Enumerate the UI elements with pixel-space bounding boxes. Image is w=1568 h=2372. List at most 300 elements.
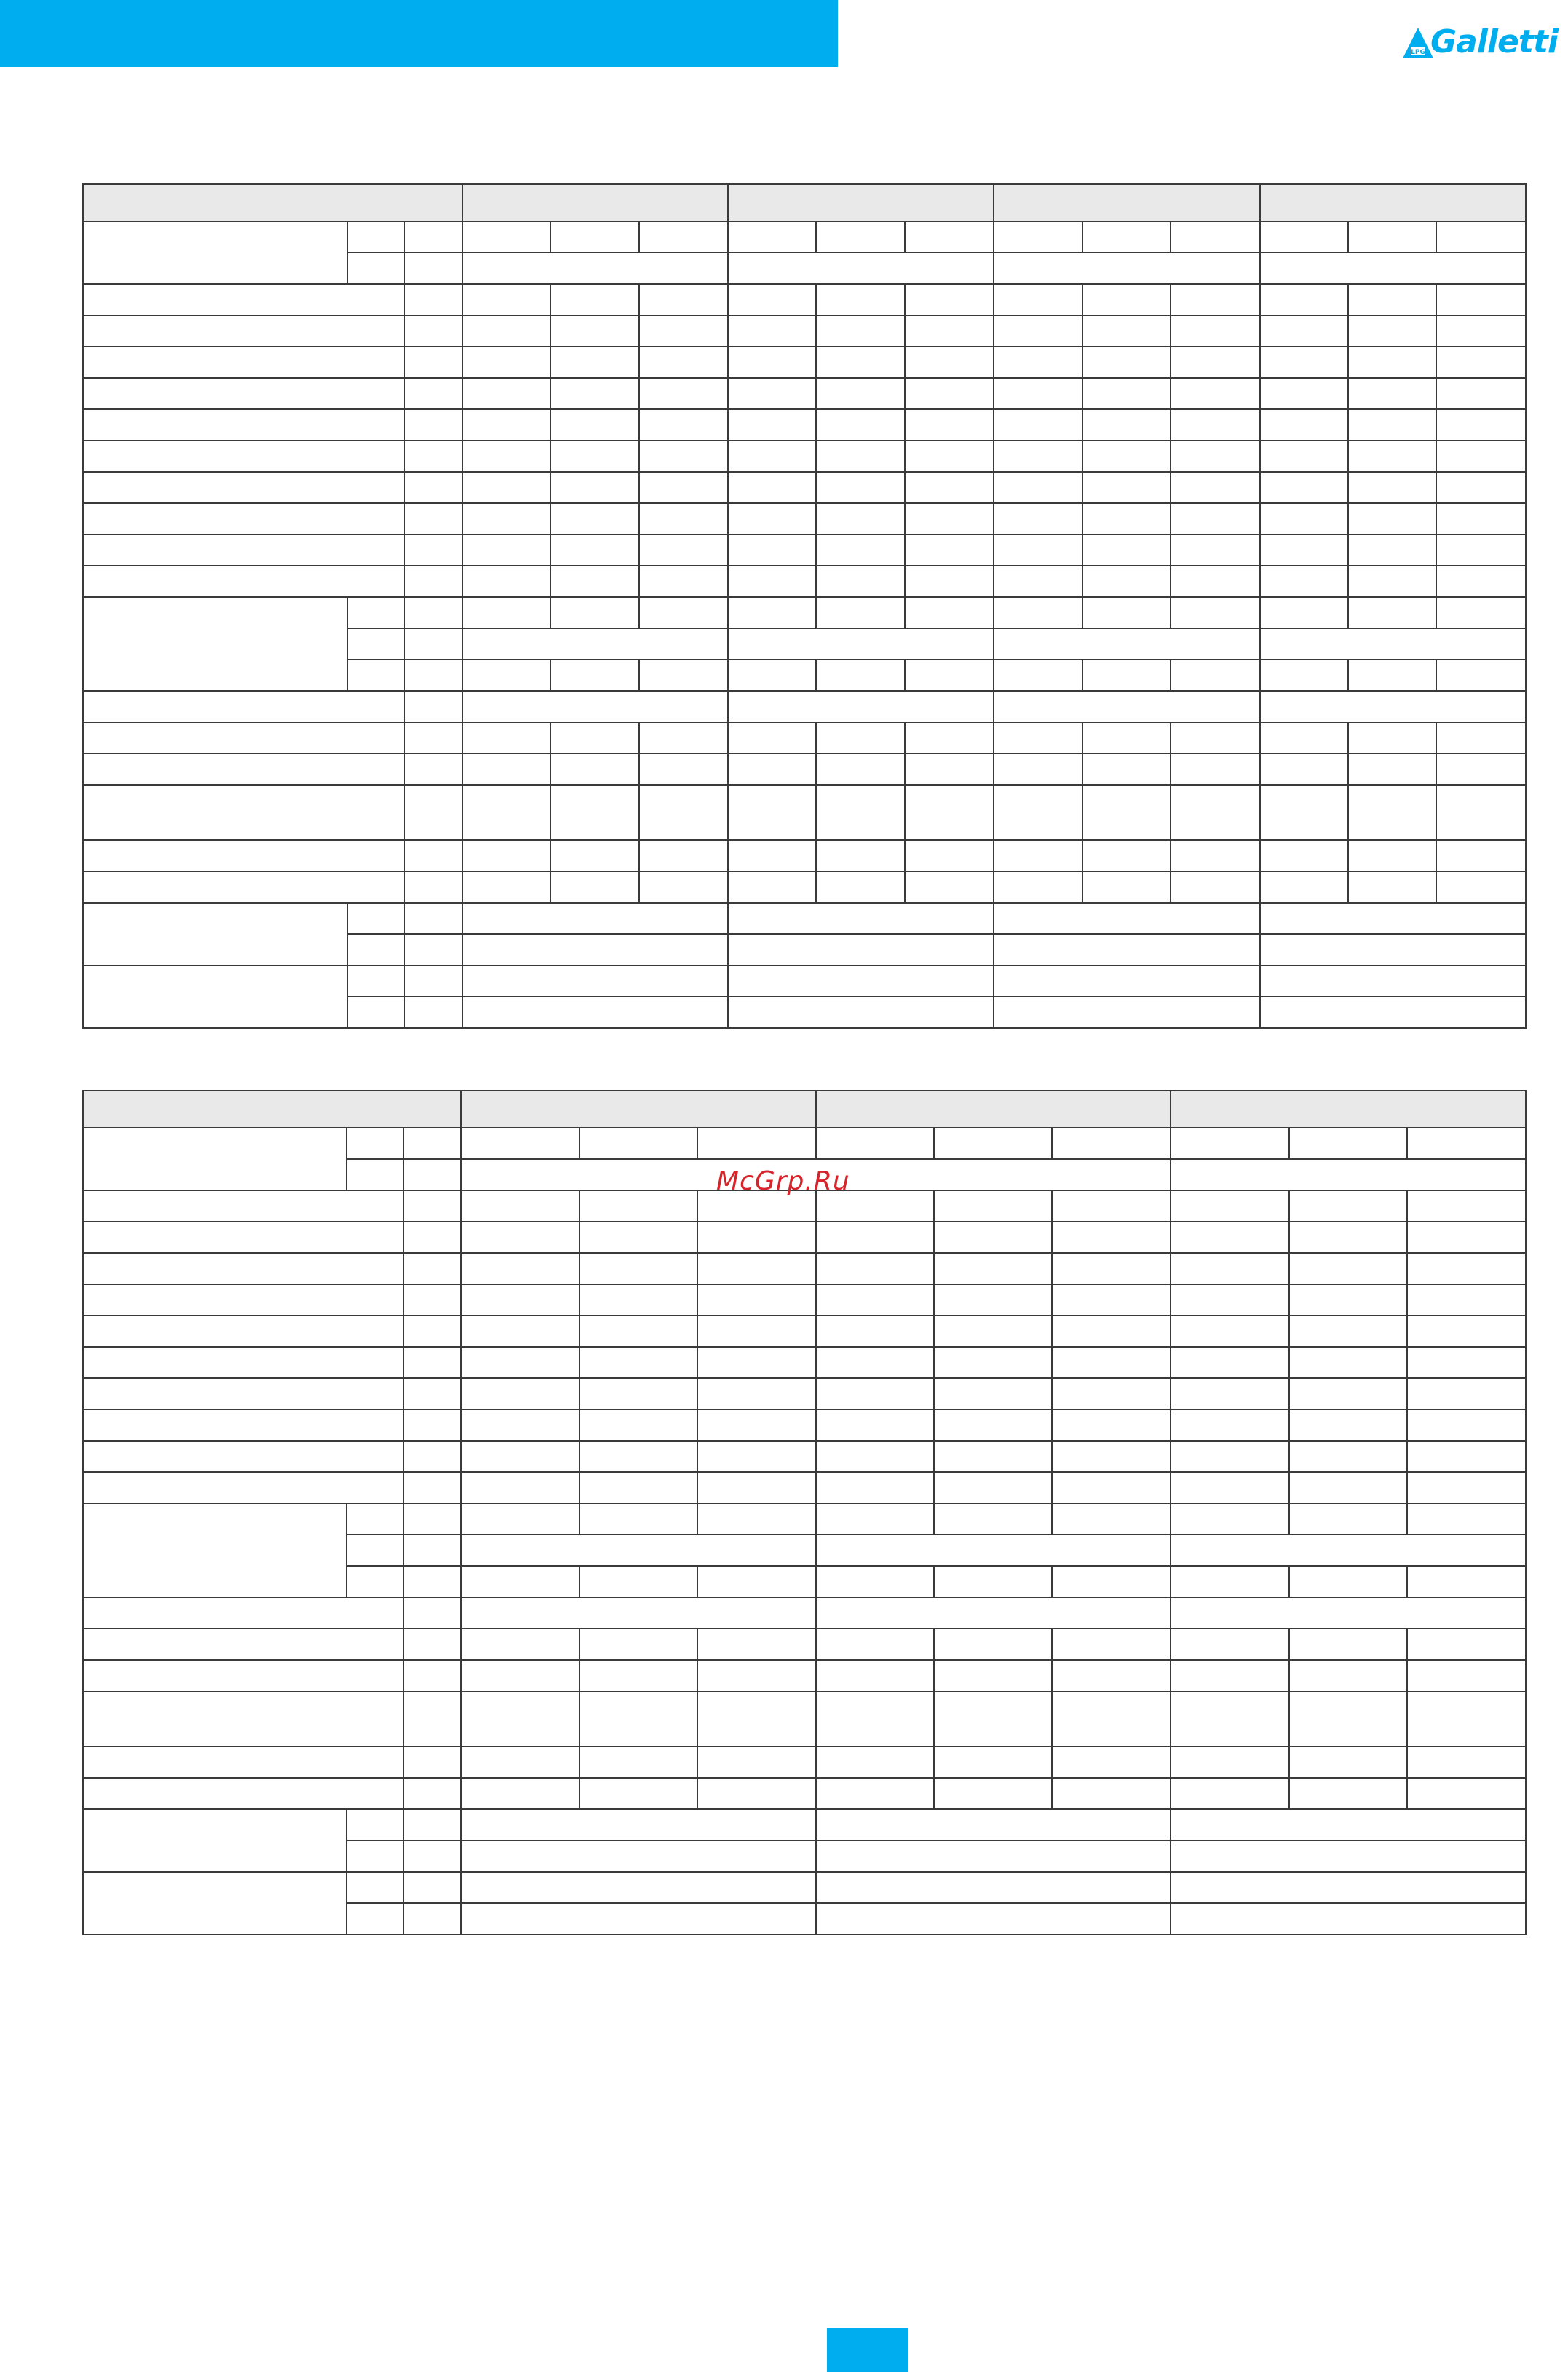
table-cell: [994, 597, 1082, 628]
table-cell: [816, 284, 904, 315]
table-cell: [403, 1809, 461, 1841]
table-cell: [639, 785, 728, 840]
table-cell: [934, 1691, 1052, 1747]
table-cell: [905, 722, 994, 754]
table-cell: [1171, 1347, 1288, 1378]
table-row: [83, 1441, 1526, 1472]
table-cell: [934, 1378, 1052, 1410]
table-cell: [697, 1566, 816, 1597]
spec-table-2: [82, 1090, 1527, 1935]
table-cell: [1289, 1347, 1407, 1378]
table-cell: [934, 1629, 1052, 1660]
table-cell: [728, 785, 816, 840]
table-cell: [550, 503, 638, 534]
table-cell: [403, 1872, 461, 1903]
table-cell: [347, 1128, 403, 1159]
table-cell: [1289, 1503, 1407, 1535]
table-cell: [550, 722, 638, 754]
table-cell: [905, 597, 994, 628]
table-row: [83, 378, 1526, 409]
table-cell: [1407, 1253, 1526, 1284]
table-cell: [1348, 347, 1436, 378]
table-cell: [1082, 871, 1171, 903]
table-cell: [462, 691, 728, 722]
table-cell: [347, 1809, 403, 1841]
table-cell: [461, 1872, 815, 1903]
table-cell: [347, 1566, 403, 1597]
table-cell: [1171, 1159, 1526, 1190]
table-cell: [403, 1347, 461, 1378]
table-cell: [1171, 1472, 1288, 1503]
table-cell: [405, 934, 462, 965]
table-cell: [1171, 1410, 1288, 1441]
table-cell: [347, 934, 404, 965]
table-cell: [462, 628, 728, 660]
table-cell: [1348, 722, 1436, 754]
table-cell: [1171, 1660, 1288, 1691]
table-cell: [403, 1378, 461, 1410]
table-cell: [83, 903, 347, 965]
table-cell: [462, 934, 728, 965]
table-cell: [994, 378, 1082, 409]
table-cell: [462, 503, 550, 534]
table-cell: [1171, 1535, 1526, 1566]
table-cell: [1407, 1128, 1526, 1159]
table-cell: [1171, 1841, 1526, 1872]
table-cell: [550, 566, 638, 597]
table-cell: [550, 284, 638, 315]
table-cell: [905, 409, 994, 440]
table-cell: [1260, 221, 1348, 253]
table-cell: [1171, 1441, 1288, 1472]
table-cell: [816, 1378, 934, 1410]
table-cell: [639, 597, 728, 628]
table-row: [83, 315, 1526, 347]
table-cell: [1348, 503, 1436, 534]
table-cell: [579, 1778, 697, 1809]
table-cell: [1082, 440, 1171, 472]
table-cell: [1260, 253, 1526, 284]
table-cell: [934, 1128, 1052, 1159]
table-cell: [403, 1841, 461, 1872]
table-cell: [1052, 1629, 1171, 1660]
table-cell: [1407, 1222, 1526, 1253]
table-cell: [994, 347, 1082, 378]
table-row: [83, 903, 1526, 934]
table-cell: [816, 1691, 934, 1747]
table-cell: [994, 660, 1082, 691]
table-cell: [550, 785, 638, 840]
table-header-row: [83, 1091, 1526, 1128]
table-cell: [934, 1190, 1052, 1222]
table-cell: [1260, 691, 1526, 722]
table-cell: [816, 1253, 934, 1284]
table-row: [83, 440, 1526, 472]
table-cell: [461, 1566, 579, 1597]
table-cell: [639, 660, 728, 691]
table-cell: [728, 440, 816, 472]
table-cell: [462, 315, 550, 347]
table-cell: [1082, 754, 1171, 785]
table-cell: [405, 347, 462, 378]
table-cell: [1436, 722, 1526, 754]
table-cell: [1171, 1903, 1526, 1934]
table-cell: [728, 691, 994, 722]
table-cell: [1171, 472, 1259, 503]
table-cell: [994, 534, 1082, 566]
table-cell: [347, 903, 404, 934]
table-cell: [697, 1629, 816, 1660]
table-cell: [405, 997, 462, 1028]
table-cell: [403, 1535, 461, 1566]
table-cell: [905, 566, 994, 597]
table-cell: [1260, 871, 1348, 903]
table-cell: [697, 1472, 816, 1503]
table-cell: [1171, 840, 1259, 871]
table-cell: [816, 1128, 934, 1159]
table-cell: [83, 315, 405, 347]
table-cell: [697, 1441, 816, 1472]
table-cell: [994, 440, 1082, 472]
table-cell: [934, 1253, 1052, 1284]
table-row: [83, 1472, 1526, 1503]
table-cell: [728, 378, 816, 409]
table-cell: [697, 1128, 816, 1159]
table-cell: [1348, 566, 1436, 597]
table-cell: [1289, 1747, 1407, 1778]
table-cell: [1436, 754, 1526, 785]
table-cell: [1260, 566, 1348, 597]
table-cell: [579, 1316, 697, 1347]
table-cell: [905, 472, 994, 503]
table-cell: [1260, 903, 1526, 934]
table-cell: [405, 315, 462, 347]
table-cell: [1407, 1410, 1526, 1441]
table-cell: [1082, 597, 1171, 628]
table-cell: [347, 1159, 403, 1190]
table-cell: [550, 472, 638, 503]
table-cell: [83, 1441, 403, 1472]
row-label-cell: [83, 221, 347, 284]
table-cell: [462, 409, 550, 440]
table-cell: [1171, 566, 1259, 597]
table-cell: [816, 347, 904, 378]
table-cell: [403, 1597, 461, 1629]
table-row: [83, 1378, 1526, 1410]
table-cell: [1052, 1190, 1171, 1222]
table-cell: [816, 378, 904, 409]
table-row: [83, 1597, 1526, 1629]
table-cell: [934, 1284, 1052, 1316]
table-cell: [83, 440, 405, 472]
table-cell: [462, 566, 550, 597]
table-cell: [1348, 284, 1436, 315]
table-cell: [1052, 1778, 1171, 1809]
table-cell: [816, 566, 904, 597]
table-cell: [83, 1410, 403, 1441]
table-cell: [405, 566, 462, 597]
table-cell: [403, 1566, 461, 1597]
table-cell: [579, 1253, 697, 1284]
table-cell: [1407, 1503, 1526, 1535]
table-cell: [1171, 534, 1259, 566]
table-cell: [1348, 221, 1436, 253]
table-cell: [83, 1316, 403, 1347]
table-cell: [1436, 785, 1526, 840]
table-cell: [83, 347, 405, 378]
table-cell: [905, 378, 994, 409]
table-cell: [905, 660, 994, 691]
table-cell: [1052, 1222, 1171, 1253]
table-cell: [462, 534, 550, 566]
table-row: [83, 1503, 1526, 1535]
table-cell: [83, 965, 347, 1028]
table-cell: [1407, 1629, 1526, 1660]
table-cell: [347, 597, 404, 628]
table-cell: [1171, 1747, 1288, 1778]
table-cell: [1348, 440, 1436, 472]
table-cell: [550, 597, 638, 628]
table-cell: [905, 754, 994, 785]
table-cell: [1260, 628, 1526, 660]
table-cell: [83, 1253, 403, 1284]
table-cell: [1171, 1128, 1288, 1159]
table-cell: [1407, 1778, 1526, 1809]
table-cell: [1171, 785, 1259, 840]
table-cell: [83, 1378, 403, 1410]
table-cell: [934, 1222, 1052, 1253]
table-cell: [1348, 409, 1436, 440]
page-number-tab: [827, 2328, 908, 2372]
table-cell: [1407, 1691, 1526, 1747]
table-cell: [994, 934, 1259, 965]
table-cell: [1171, 1378, 1288, 1410]
spec-table-1: [82, 183, 1527, 1029]
table-cell: [728, 660, 816, 691]
table-cell: [1052, 1472, 1171, 1503]
table-row: [83, 691, 1526, 722]
table-cell: [1082, 472, 1171, 503]
header-group-cell: [816, 1091, 1171, 1128]
table-cell: [905, 221, 994, 253]
table-cell: [994, 409, 1082, 440]
table-cell: [1436, 315, 1526, 347]
table-cell: [816, 1841, 1171, 1872]
svg-text:LPG: LPG: [1411, 49, 1425, 56]
table-cell: [405, 965, 462, 997]
table-cell: [1289, 1629, 1407, 1660]
table-cell: [461, 1472, 579, 1503]
table-cell: [1348, 660, 1436, 691]
table-cell: [816, 1597, 1171, 1629]
table-cell: [462, 660, 550, 691]
table-cell: [1348, 871, 1436, 903]
table-cell: [403, 1222, 461, 1253]
table-cell: [1348, 534, 1436, 566]
table-cell: [639, 347, 728, 378]
table-cell: [462, 871, 550, 903]
table-cell: [1171, 1597, 1526, 1629]
table-cell: [1171, 221, 1259, 253]
table-cell: [1260, 597, 1348, 628]
table-cell: [1407, 1472, 1526, 1503]
table-cell: [461, 1284, 579, 1316]
table-cell: [461, 1128, 579, 1159]
table-cell: [816, 440, 904, 472]
table-cell: [1082, 378, 1171, 409]
table-cell: [83, 1128, 347, 1190]
table-cell: [347, 965, 404, 997]
table-cell: [934, 1660, 1052, 1691]
table-cell: [816, 221, 904, 253]
table-cell: [83, 409, 405, 440]
table-cell: [639, 440, 728, 472]
table-cell: [405, 503, 462, 534]
table-row: [83, 597, 1526, 628]
table-cell: [403, 1629, 461, 1660]
table-cell: [816, 597, 904, 628]
table-cell: [697, 1222, 816, 1253]
table-cell: [461, 1347, 579, 1378]
table-cell: [579, 1747, 697, 1778]
table-cell: [403, 1778, 461, 1809]
table-row: [83, 1809, 1526, 1841]
unit-cell: [405, 253, 462, 284]
table-cell: [1289, 1253, 1407, 1284]
table-cell: [728, 997, 994, 1028]
table-cell: [1082, 840, 1171, 871]
table-cell: [462, 472, 550, 503]
table-cell: [1289, 1410, 1407, 1441]
table-cell: [1407, 1660, 1526, 1691]
table-cell: [1171, 871, 1259, 903]
table-cell: [905, 347, 994, 378]
table-cell: [728, 284, 816, 315]
table-cell: [347, 1903, 403, 1934]
table-cell: [994, 754, 1082, 785]
table-cell: [83, 1284, 403, 1316]
table-cell: [639, 284, 728, 315]
table-cell: [579, 1347, 697, 1378]
table-cell: [83, 378, 405, 409]
table-cell: [994, 628, 1259, 660]
table-cell: [1289, 1316, 1407, 1347]
header-group-cell: [1171, 1091, 1526, 1128]
table-cell: [461, 1316, 579, 1347]
table-cell: [1436, 660, 1526, 691]
table-cell: [816, 1316, 934, 1347]
table-cell: [461, 1190, 579, 1222]
table-row: [83, 1128, 1526, 1159]
table-cell: [934, 1472, 1052, 1503]
table-cell: [1289, 1691, 1407, 1747]
table-cell: [905, 534, 994, 566]
table-cell: [1260, 934, 1526, 965]
table-cell: [697, 1378, 816, 1410]
table-cell: [728, 566, 816, 597]
galletti-logo: [1401, 22, 1568, 63]
table-cell: [816, 1347, 934, 1378]
table-cell: [1436, 409, 1526, 440]
table-cell: [83, 840, 405, 871]
table-cell: [579, 1472, 697, 1503]
table-cell: [697, 1691, 816, 1747]
table-cell: [994, 221, 1082, 253]
table-cell: [639, 871, 728, 903]
table-cell: [83, 472, 405, 503]
table-cell: [934, 1316, 1052, 1347]
table-cell: [403, 1410, 461, 1441]
table-cell: [462, 221, 550, 253]
table-row: [83, 221, 1526, 253]
galletti-logo-wordmark: Galletti: [1430, 23, 1558, 60]
table-cell: [1052, 1747, 1171, 1778]
table-cell: [816, 1566, 934, 1597]
table-cell: [639, 534, 728, 566]
table-cell: [461, 1841, 815, 1872]
table-cell: [462, 785, 550, 840]
table-cell: [462, 347, 550, 378]
table-cell: [1407, 1747, 1526, 1778]
table-row: [83, 1691, 1526, 1747]
table-cell: [405, 871, 462, 903]
table-cell: [405, 409, 462, 440]
table-cell: [83, 1691, 403, 1747]
table-cell: [405, 691, 462, 722]
table-row: [83, 503, 1526, 534]
table-cell: [1171, 347, 1259, 378]
table-cell: [1348, 840, 1436, 871]
table-cell: [994, 997, 1259, 1028]
table-cell: [934, 1441, 1052, 1472]
table-cell: [728, 934, 994, 965]
table-cell: [1171, 1222, 1288, 1253]
table-cell: [1407, 1566, 1526, 1597]
table-cell: [905, 871, 994, 903]
table-cell: [403, 1316, 461, 1347]
table-cell: [405, 284, 462, 315]
table-cell: [728, 472, 816, 503]
table-cell: [1289, 1566, 1407, 1597]
table-cell: [579, 1410, 697, 1441]
table-cell: [728, 903, 994, 934]
table-cell: [1260, 785, 1348, 840]
table-cell: [816, 1747, 934, 1778]
table-cell: [728, 503, 816, 534]
table-cell: [1348, 472, 1436, 503]
table-cell: [550, 347, 638, 378]
table-cell: [1171, 1809, 1526, 1841]
table-cell: [697, 1253, 816, 1284]
table-cell: [994, 785, 1082, 840]
table-cell: [83, 1747, 403, 1778]
table-cell: [1436, 378, 1526, 409]
table-cell: [461, 1778, 579, 1809]
table-cell: [579, 1660, 697, 1691]
table-cell: [639, 409, 728, 440]
table-cell: [461, 1747, 579, 1778]
table-cell: [1260, 284, 1348, 315]
table-cell: [461, 1660, 579, 1691]
table-row: [83, 871, 1526, 903]
table-cell: [1171, 1566, 1288, 1597]
table-cell: [728, 840, 816, 871]
table-cell: [1289, 1660, 1407, 1691]
table-cell: [1052, 1410, 1171, 1441]
header-group-cell: [994, 184, 1259, 221]
table-cell: [994, 253, 1259, 284]
table-cell: [550, 754, 638, 785]
